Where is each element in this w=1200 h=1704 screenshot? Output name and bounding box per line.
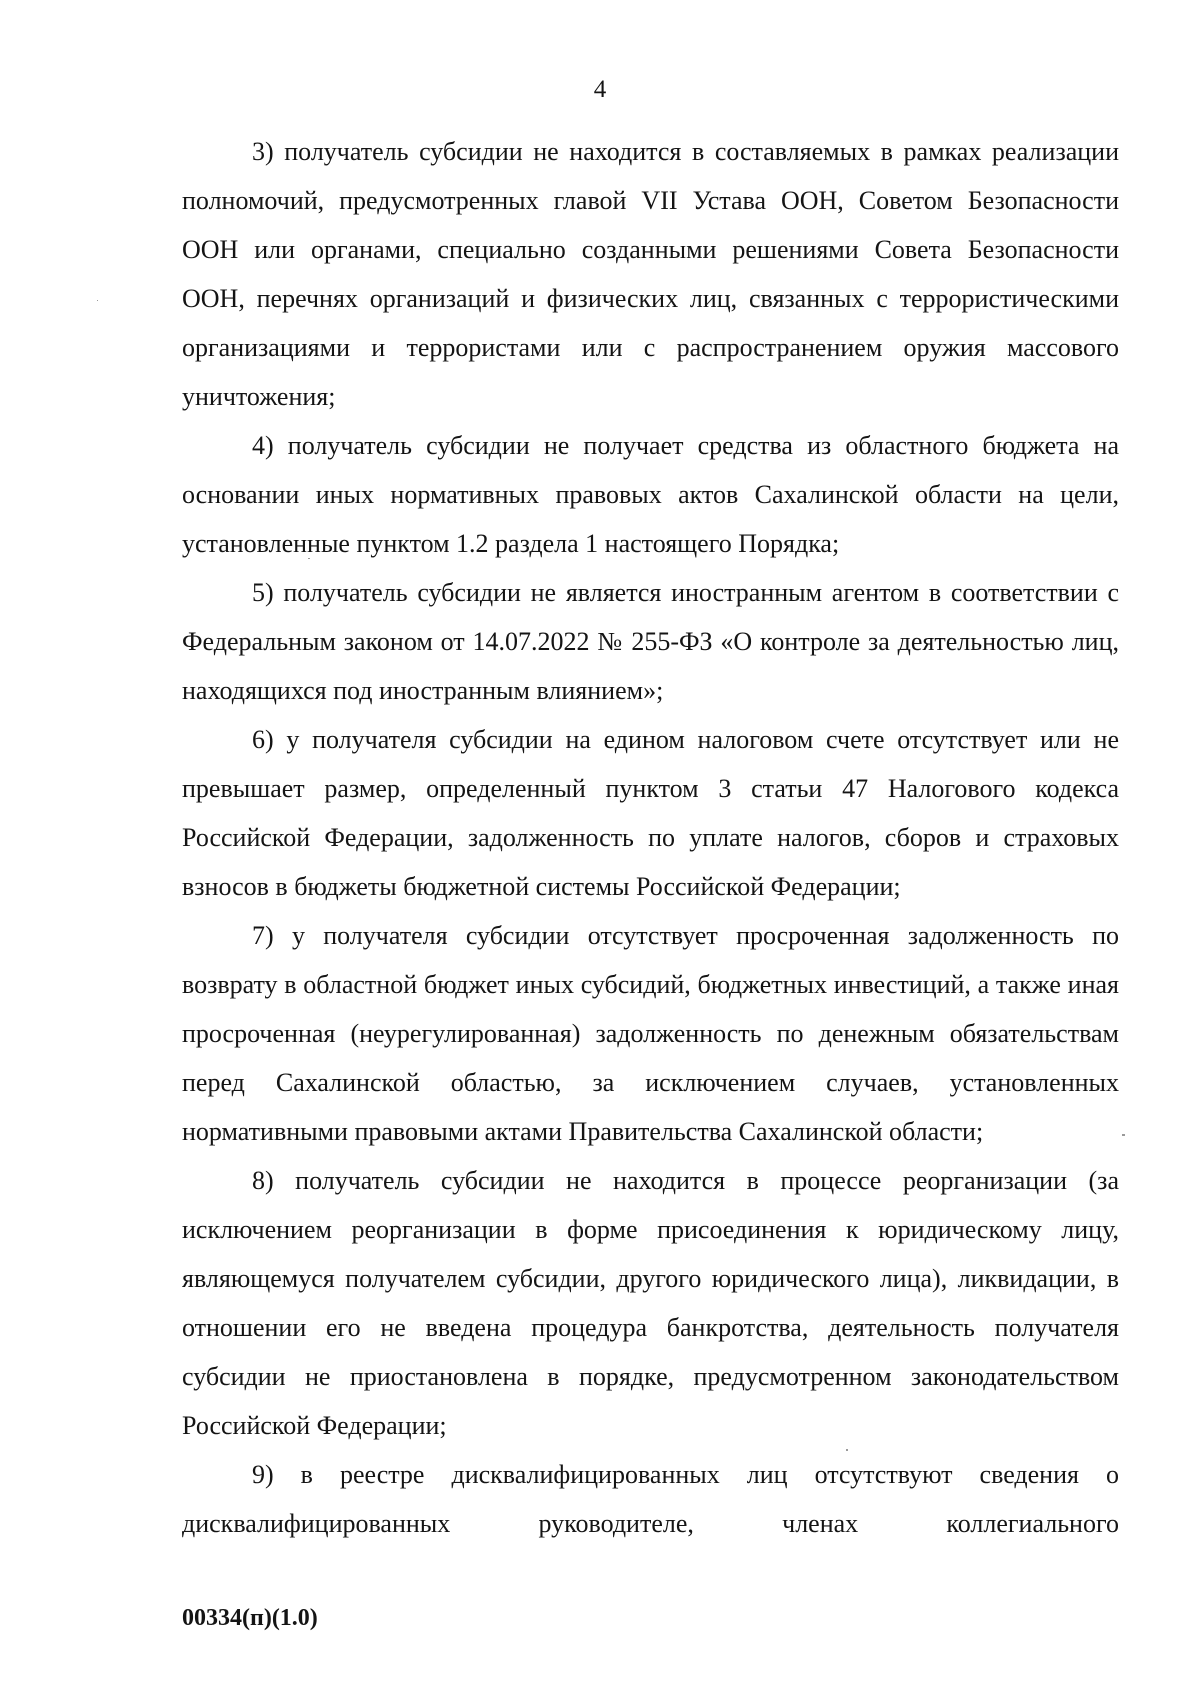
paragraph-item-5: 5) получатель субсидии не является иностранным агентом в соответствии с Федеральным законом от 14.07.2022 № 255-ФЗ «О контроле за деятельностью лиц, находящихся под иностранным влиянием»; [182,578,1119,705]
paragraph-item-3: 3) получатель субсидии не находится в составляемых в рамках реализации полномочий, предусмотренных главой VII Устава ООН, Советом Безопасности ООН или органами, специально созданными решениями Совета Безопасности ООН, перечнях организаций и физических лиц, связанных с террористическими организациями и террористами или с распространением оружия массового уничтожения; [182,137,1119,411]
document-body [182,127,1119,1548]
scan-artifact [308,558,310,559]
paragraph-item-4: 4) получатель субсидии не получает средства из областного бюджета на основании иных нормативных правовых актов Сахалинской области на цели, установленные пунктом 1.2 раздела 1 настоящего Порядка; [182,431,1119,558]
document-code: 00334(п)(1.0) [182,1605,318,1631]
scan-artifact [97,300,98,301]
paragraph-item-8: 8) получатель субсидии не находится в процессе реорганизации (за исключением реорганизации в форме присоединения к юридическому лицу, являющемуся получателем субсидии, другого юридического лица), ликвидации, в отношении его не введена процедура банкротства, деятельность получателя субсидии не приостановлена в порядке, предусмотренном законодательством Российской Федерации; [182,1166,1119,1440]
scan-artifact [1122,1134,1125,1136]
paragraph-item-6: 6) у получателя субсидии на едином налоговом счете отсутствует или не превышает размер, определенный пунктом 3 статьи 47 Налогового кодекса Российской Федерации, задолженность по уплате налогов, сборов и страховых взносов в бюджеты бюджетной системы Российской Федерации; [182,725,1119,901]
page-number: 4 [593,76,607,103]
paragraph-item-7: 7) у получателя субсидии отсутствует просроченная задолженность по возврату в областной бюджет иных субсидий, бюджетных инвестиций, а также иная просроченная (неурегулированная) задолженность по денежным обязательствам перед Сахалинской областью, за исключением случаев, установленных нормативными правовыми актами Правительства Сахалинской области; [182,921,1119,1146]
paragraph-item-9: 9) в реестре дисквалифицированных лиц отсутствуют сведения о дисквалифицированных руководителе, членах коллегиального [182,1460,1119,1538]
scan-artifact [846,1449,848,1451]
